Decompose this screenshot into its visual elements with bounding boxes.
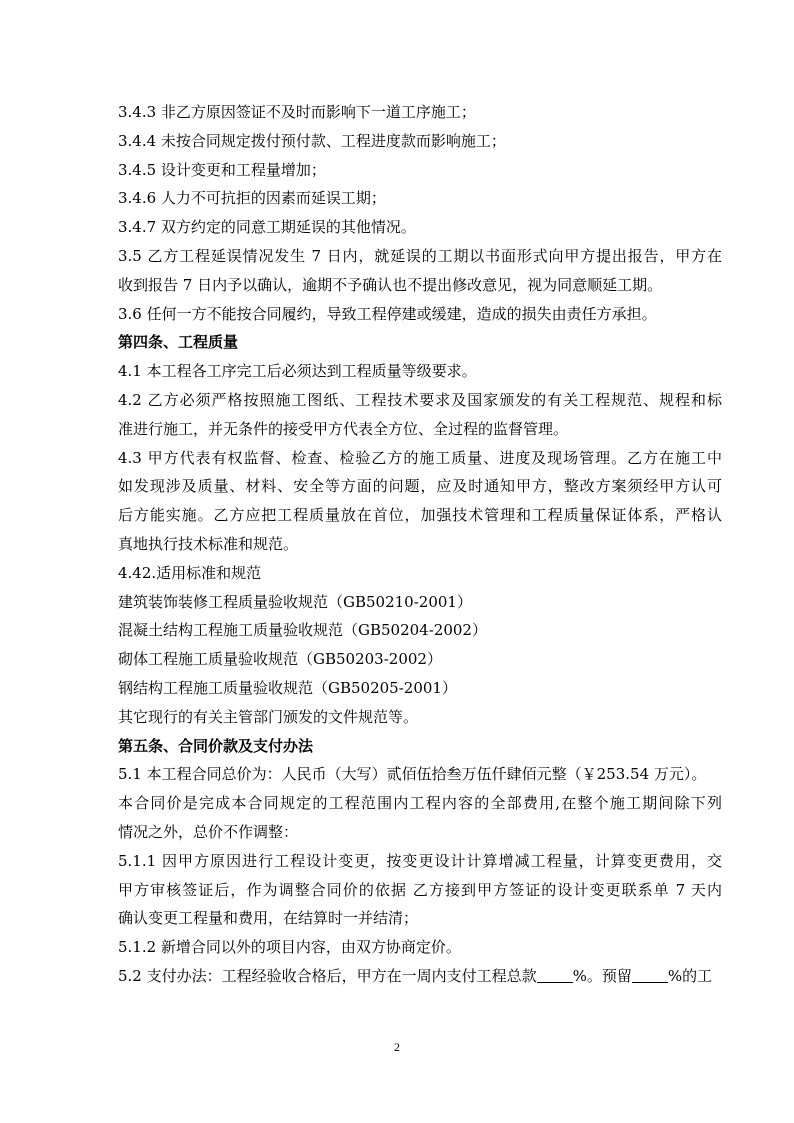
clause-4-42: 4.42.适用标准和规范 (118, 563, 262, 582)
clause-3-6: 3.6 任何一方不能按合同履约，导致工程停建或缓建，造成的损失由责任方承担。 (118, 304, 657, 323)
clause-3-4-5: 3.4.5 设计变更和工程量增加； (118, 160, 326, 179)
retention-percent-blank (632, 967, 668, 983)
clause-3-4-7: 3.4.7 双方约定的同意工期延误的其他情况。 (118, 218, 416, 237)
clause-5-2-text: %。预留 (572, 966, 632, 985)
clause-5-1-1-line-2: 甲方审核签证后，作为调整合同价的依据 乙方接到甲方签证的设计变更联系单 7 天内 (118, 880, 722, 899)
clause-3-4-3: 3.4.3 非乙方原因签证不及时而影响下一道工序施工； (118, 103, 476, 121)
standard-item: 其它现行的有关主管部门颁发的文件规范等。 (118, 707, 419, 726)
clause-4-2-line-1: 4.2 乙方必须严格按照施工图纸、工程技术要求及国家颁发的有关工程规范、规程和标 (118, 390, 722, 409)
clause-3-4-6: 3.4.6 人力不可抗拒的因素而延误工期； (118, 189, 386, 208)
clause-3-4-4: 3.4.4 未按合同规定拨付预付款、工程进度款而影响施工； (118, 131, 506, 150)
section-heading-5: 第五条、合同价款及支付办法 (118, 736, 314, 755)
clause-5-2 (118, 962, 722, 991)
clause-5-2-text: 5.2 支付办法：工程经验收合格后，甲方在一周内支付工程总款 (118, 966, 537, 985)
standard-item: 建筑装饰装修工程质量验收规范（GB50210-2001） (118, 592, 472, 611)
document-page (118, 98, 722, 991)
clause-5-1-line-2: 本合同价是完成本合同规定的工程范围内工程内容的全部费用,在整个施工期间除下列 (118, 794, 722, 813)
clause-5-1-line-1: 5.1 本工程合同总价为：人民币（大写）贰佰伍拾叁万伍仟肆佰元整（￥253.54 万元）。 (118, 765, 707, 784)
clause-4-3-line-4: 真地执行技术标准和规范。 (118, 534, 299, 553)
clause-3-5-line-1: 3.5 乙方工程延误情况发生 7 日内，就延误的工期以书面形式向甲方提出报告，甲方在 (118, 246, 722, 265)
standard-item: 砌体工程施工质量验收规范（GB50203-2002） (118, 650, 442, 669)
payment-percent-blank (537, 967, 573, 983)
section-heading-4: 第四条、工程质量 (118, 333, 239, 352)
standard-item: 钢结构工程施工质量验收规范（GB50205-2001） (118, 678, 457, 697)
clause-5-2-text: %的工 (667, 966, 713, 985)
clause-4-1: 4.1 本工程各工序完工后必须达到工程质量等级要求。 (118, 362, 477, 381)
clause-5-1-1-line-1: 5.1.1 因甲方原因进行工程设计变更，按变更设计计算增减工程量，计算变更费用，交 (118, 851, 722, 870)
clause-4-3-line-2: 如发现涉及质量、材料、安全等方面的问题，应及时通知甲方，整改方案须经甲方认可 (118, 477, 722, 496)
page-number: 2 (394, 1040, 400, 1054)
clause-4-2-line-2: 准进行施工，并无条件的接受甲方代表全方位、全过程的监督管理。 (118, 419, 569, 438)
clause-5-1-1-line-3: 确认变更工程量和费用，在结算时一并结清； (118, 909, 419, 928)
clause-5-1-line-3: 情况之外，总价不作调整： (118, 822, 299, 841)
standard-item: 混凝土结构工程施工质量验收规范（GB50204-2002） (118, 621, 487, 640)
clause-4-3-line-3: 后方能实施。乙方应把工程质量放在首位，加强技术管理和工程质量保证体系，严格认 (118, 506, 722, 525)
clause-5-1-2: 5.1.2 新增合同以外的项目内容，由双方协商定价。 (118, 938, 461, 957)
clause-3-5-line-2: 收到报告 7 日内予以确认，逾期不予确认也不提出修改意见，视为同意顺延工期。 (118, 275, 663, 294)
clause-4-3-line-1: 4.3 甲方代表有权监督、检查、检验乙方的施工质量、进度及现场管理。乙方在施工中 (118, 448, 722, 467)
